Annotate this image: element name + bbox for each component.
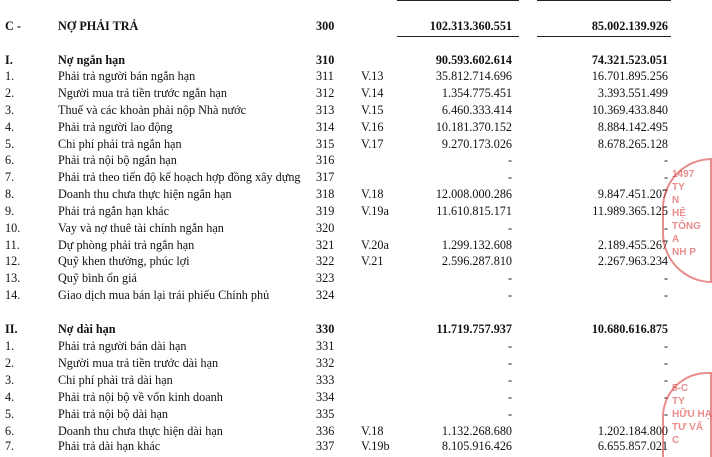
current-value: 12.008.000.286 bbox=[435, 187, 512, 201]
row-number: 13. bbox=[5, 271, 21, 285]
prior-value: 11.989.365.125 bbox=[592, 204, 668, 218]
row-number: 7. bbox=[5, 170, 15, 184]
prior-value: 9.847.451.207 bbox=[597, 187, 668, 201]
table-row bbox=[0, 287, 690, 304]
row-note: V.19b bbox=[361, 439, 390, 453]
prior-value: 3.393.551.499 bbox=[597, 86, 668, 100]
row-name: Chi phí phải trả dài hạn bbox=[58, 373, 173, 387]
prior-value: - bbox=[663, 407, 668, 421]
row-name: Phải trả người bán ngắn hạn bbox=[58, 69, 196, 83]
row-name: Nợ dài hạn bbox=[58, 322, 116, 336]
current-value: - bbox=[507, 288, 512, 302]
row-name: Phải trả nội bộ về vốn kinh doanh bbox=[58, 390, 223, 404]
row-name: Quỹ bình ổn giá bbox=[58, 271, 137, 285]
current-value: - bbox=[507, 373, 512, 387]
current-value: 35.812.714.696 bbox=[435, 69, 512, 83]
row-code: 336 bbox=[316, 424, 335, 438]
row-name: Chi phí phải trả ngắn hạn bbox=[58, 137, 182, 151]
row-name: Quỹ khen thưởng, phúc lợi bbox=[58, 254, 190, 268]
row-number: 1. bbox=[5, 339, 15, 353]
row-number: 3. bbox=[5, 373, 15, 387]
row-number: 10. bbox=[5, 221, 21, 235]
total-underline-prior bbox=[537, 36, 671, 37]
row-code: 320 bbox=[316, 221, 335, 235]
row-code: 331 bbox=[316, 339, 335, 353]
prior-value: - bbox=[663, 339, 668, 353]
row-note: V.18 bbox=[361, 187, 384, 201]
prior-value: 16.701.895.256 bbox=[591, 69, 668, 83]
table-row bbox=[0, 68, 690, 85]
stamp-text: NH P bbox=[672, 247, 696, 258]
row-name: Thuế và các khoản phải nộp Nhà nước bbox=[58, 103, 247, 117]
stamp-text: TY bbox=[672, 182, 685, 193]
section-liabilities-row bbox=[0, 18, 690, 35]
stamp-text: TÔNG bbox=[672, 221, 701, 232]
stamp-text: 5-C bbox=[672, 383, 689, 394]
row-code: 311 bbox=[316, 69, 334, 83]
prior-value: 85.002.139.926 bbox=[591, 19, 668, 33]
row-number: 6. bbox=[5, 424, 15, 438]
header-rule-current bbox=[397, 0, 519, 1]
row-number: 2. bbox=[5, 86, 15, 100]
prior-value: - bbox=[663, 288, 668, 302]
row-code: 314 bbox=[316, 120, 335, 134]
prior-value: - bbox=[663, 373, 668, 387]
row-code: 300 bbox=[316, 19, 335, 33]
row-note: V.13 bbox=[361, 69, 384, 83]
current-value: - bbox=[507, 407, 512, 421]
table-row bbox=[0, 438, 690, 455]
row-number: 1. bbox=[5, 69, 15, 83]
row-number: II. bbox=[5, 322, 18, 336]
prior-value: 10.680.616.875 bbox=[591, 322, 668, 336]
table-row bbox=[0, 136, 690, 153]
row-name: Người mua trả tiền trước ngắn hạn bbox=[58, 86, 227, 100]
row-number: 3. bbox=[5, 103, 15, 117]
long-term-liabilities-row bbox=[0, 321, 690, 338]
prior-value: - bbox=[663, 221, 668, 235]
row-code: 318 bbox=[316, 187, 335, 201]
row-name: Phải trả nội bộ ngắn hạn bbox=[58, 153, 177, 167]
prior-value: 8.678.265.128 bbox=[597, 137, 668, 151]
stamp-text: TƯ VẤ bbox=[672, 422, 704, 433]
prior-value: - bbox=[663, 271, 668, 285]
row-code: 330 bbox=[316, 322, 335, 336]
row-code: 333 bbox=[316, 373, 335, 387]
table-row bbox=[0, 220, 690, 237]
current-value: - bbox=[507, 153, 512, 167]
row-number: I. bbox=[5, 53, 13, 67]
row-code: 319 bbox=[316, 204, 335, 218]
row-code: 337 bbox=[316, 439, 335, 453]
current-value: 2.596.287.810 bbox=[441, 254, 512, 268]
table-row bbox=[0, 186, 690, 203]
row-name: Phải trả dài hạn khác bbox=[58, 439, 161, 453]
table-row bbox=[0, 169, 690, 186]
table-row bbox=[0, 253, 690, 270]
stamp-text: C bbox=[672, 435, 680, 446]
row-name: Phải trả nội bộ dài hạn bbox=[58, 407, 169, 421]
row-code: 312 bbox=[316, 86, 335, 100]
row-number: 14. bbox=[5, 288, 21, 302]
row-number: 5. bbox=[5, 407, 15, 421]
row-code: 322 bbox=[316, 254, 335, 268]
row-note: V.17 bbox=[361, 137, 384, 151]
table-row bbox=[0, 237, 690, 254]
current-value: 1.132.268.680 bbox=[441, 424, 512, 438]
current-value: 10.181.370.152 bbox=[435, 120, 512, 134]
row-note: V.20a bbox=[361, 238, 389, 252]
row-name: NỢ PHẢI TRẢ bbox=[58, 19, 139, 33]
table-row bbox=[0, 372, 690, 389]
row-number: 5. bbox=[5, 137, 15, 151]
row-note: V.14 bbox=[361, 86, 384, 100]
row-code: 317 bbox=[316, 170, 335, 184]
header-rule-prior bbox=[537, 0, 671, 1]
current-value: - bbox=[507, 271, 512, 285]
row-code: 321 bbox=[316, 238, 335, 252]
table-row bbox=[0, 203, 690, 220]
row-note: V.15 bbox=[361, 103, 384, 117]
current-value: - bbox=[507, 339, 512, 353]
row-name: Giao dịch mua bán lại trái phiếu Chính phủ bbox=[58, 288, 270, 302]
short-term-liabilities-row bbox=[0, 52, 690, 69]
row-note: V.19a bbox=[361, 204, 389, 218]
row-note: V.16 bbox=[361, 120, 384, 134]
current-value: 11.719.757.937 bbox=[436, 322, 512, 336]
row-number: C - bbox=[5, 19, 21, 33]
prior-value: - bbox=[663, 170, 668, 184]
row-code: 334 bbox=[316, 390, 335, 404]
table-row bbox=[0, 85, 690, 102]
row-code: 324 bbox=[316, 288, 335, 302]
prior-value: - bbox=[663, 356, 668, 370]
current-value: - bbox=[507, 356, 512, 370]
row-name: Người mua trả tiền trước dài hạn bbox=[58, 356, 219, 370]
current-value: - bbox=[507, 221, 512, 235]
row-name: Phải trả người bán dài hạn bbox=[58, 339, 187, 353]
current-value: 90.593.602.614 bbox=[435, 53, 512, 67]
table-row bbox=[0, 406, 690, 423]
row-code: 335 bbox=[316, 407, 335, 421]
row-name: Doanh thu chưa thực hiện dài hạn bbox=[58, 424, 223, 438]
row-name: Nợ ngắn hạn bbox=[58, 53, 126, 67]
row-code: 313 bbox=[316, 103, 335, 117]
row-number: 7. bbox=[5, 439, 15, 453]
row-code: 316 bbox=[316, 153, 335, 167]
table-row bbox=[0, 119, 690, 136]
table-row bbox=[0, 102, 690, 119]
row-name: Vay và nợ thuê tài chính ngắn hạn bbox=[58, 221, 224, 235]
total-underline-current bbox=[397, 36, 519, 37]
current-value: 1.354.775.451 bbox=[441, 86, 512, 100]
row-name: Dự phòng phải trả ngắn hạn bbox=[58, 238, 195, 252]
row-code: 310 bbox=[316, 53, 335, 67]
prior-value: 6.655.857.021 bbox=[597, 439, 668, 453]
current-value: - bbox=[507, 170, 512, 184]
row-name: Doanh thu chưa thực hiện ngắn hạn bbox=[58, 187, 232, 201]
table-row bbox=[0, 270, 690, 287]
stamp-text: TY bbox=[672, 396, 685, 407]
prior-value: 1.202.184.800 bbox=[597, 424, 668, 438]
row-code: 323 bbox=[316, 271, 335, 285]
row-number: 4. bbox=[5, 120, 15, 134]
prior-value: 2.189.455.267 bbox=[597, 238, 668, 252]
stamp-text: 1497 bbox=[672, 169, 695, 180]
prior-value: 10.369.433.840 bbox=[591, 103, 668, 117]
table-row bbox=[0, 152, 690, 169]
table-row bbox=[0, 355, 690, 372]
prior-value: 74.321.523.051 bbox=[591, 53, 668, 67]
prior-value: - bbox=[663, 390, 668, 404]
stamp-text: A bbox=[672, 234, 680, 245]
current-value: 8.105.916.426 bbox=[441, 439, 512, 453]
row-name: Phải trả theo tiến độ kế hoạch hợp đồng xây dựng bbox=[58, 170, 301, 184]
current-value: - bbox=[507, 390, 512, 404]
row-code: 332 bbox=[316, 356, 335, 370]
row-number: 6. bbox=[5, 153, 15, 167]
row-note: V.18 bbox=[361, 424, 384, 438]
row-name: Phải trả người lao động bbox=[58, 120, 173, 134]
row-number: 8. bbox=[5, 187, 15, 201]
current-value: 1.299.132.608 bbox=[441, 238, 512, 252]
current-value: 6.460.333.414 bbox=[441, 103, 512, 117]
prior-value: 2.267.963.234 bbox=[597, 254, 668, 268]
current-value: 102.313.360.551 bbox=[429, 19, 512, 33]
prior-value: 8.884.142.495 bbox=[597, 120, 668, 134]
table-row bbox=[0, 338, 690, 355]
row-number: 12. bbox=[5, 254, 21, 268]
current-value: 11.610.815.171 bbox=[436, 204, 512, 218]
row-note: V.21 bbox=[361, 254, 384, 268]
row-number: 9. bbox=[5, 204, 15, 218]
stamp-text: HỆ bbox=[672, 208, 686, 219]
row-number: 2. bbox=[5, 356, 15, 370]
stamp-text: HỮU HẠ bbox=[672, 409, 712, 420]
stamp-text: N bbox=[672, 195, 680, 206]
row-number: 4. bbox=[5, 390, 15, 404]
row-code: 315 bbox=[316, 137, 335, 151]
row-number: 11. bbox=[5, 238, 20, 252]
table-row bbox=[0, 391, 690, 408]
current-value: 9.270.173.026 bbox=[441, 137, 512, 151]
prior-value: - bbox=[663, 153, 668, 167]
row-name: Phải trả ngắn hạn khác bbox=[58, 204, 170, 218]
